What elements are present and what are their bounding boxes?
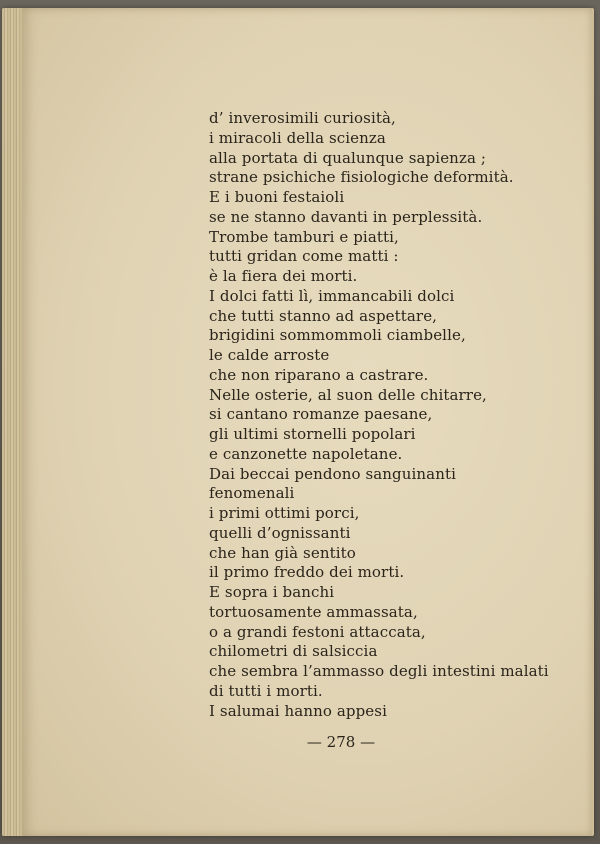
poem-line: brigidini sommommoli ciambelle, — [209, 326, 466, 345]
page-number: — 278 — — [306, 733, 376, 751]
poem-line: fenomenali — [209, 484, 295, 503]
poem-line: il primo freddo dei morti. — [209, 563, 405, 582]
poem-line: le calde arroste — [209, 346, 330, 364]
book-page — [22, 8, 592, 836]
poem-line: strane psichiche fisiologiche deformità. — [209, 168, 514, 187]
poem-line: tutti gridan come matti : — [209, 247, 399, 266]
poem-line: i miracoli della scienza — [209, 128, 386, 147]
poem-line: I salumai hanno appesi — [209, 701, 387, 720]
poem-line: E i buoni festaioli — [209, 188, 345, 206]
poem-line: e canzonette napoletane. — [209, 444, 403, 463]
poem-line: si cantano romanze paesane, — [209, 405, 433, 424]
poem-line: d’ inverosimili curiosità, — [209, 109, 396, 127]
poem-line: è la fiera dei morti. — [209, 267, 358, 285]
poem-line: se ne stanno davanti in perplessità. — [209, 207, 483, 226]
poem-line: chilometri di salsiccia — [209, 642, 378, 661]
poem-line: che tutti stanno ad aspettare, — [209, 306, 438, 325]
poem-text — [209, 109, 549, 721]
poem-line: alla portata di qualunque sapienza ; — [209, 148, 487, 167]
poem-line: gli ultimi stornelli popolari — [209, 425, 416, 443]
poem-line: Trombe tamburi e piatti, — [209, 227, 399, 246]
poem-line: Nelle osterie, al suon delle chitarre, — [209, 385, 487, 404]
poem-line: I dolci fatti lì, immancabili dolci — [209, 286, 455, 305]
poem-line: E sopra i banchi — [209, 583, 335, 601]
poem-line: quelli d’ognissanti — [209, 523, 351, 542]
poem-line: che han già sentito — [209, 543, 356, 562]
poem-line: di tutti i morti. — [209, 681, 323, 700]
poem-line: o a grandi festoni attaccata, — [209, 622, 426, 641]
poem-line: che sembra l’ammasso degli intestini malati — [209, 662, 549, 680]
poem-line: che non riparano a castrare. — [209, 365, 429, 384]
poem-line: tortuosamente ammassata, — [209, 602, 418, 621]
poem-line: i primi ottimi porci, — [209, 504, 360, 522]
poem-line: Dai beccai pendono sanguinanti — [209, 464, 457, 483]
